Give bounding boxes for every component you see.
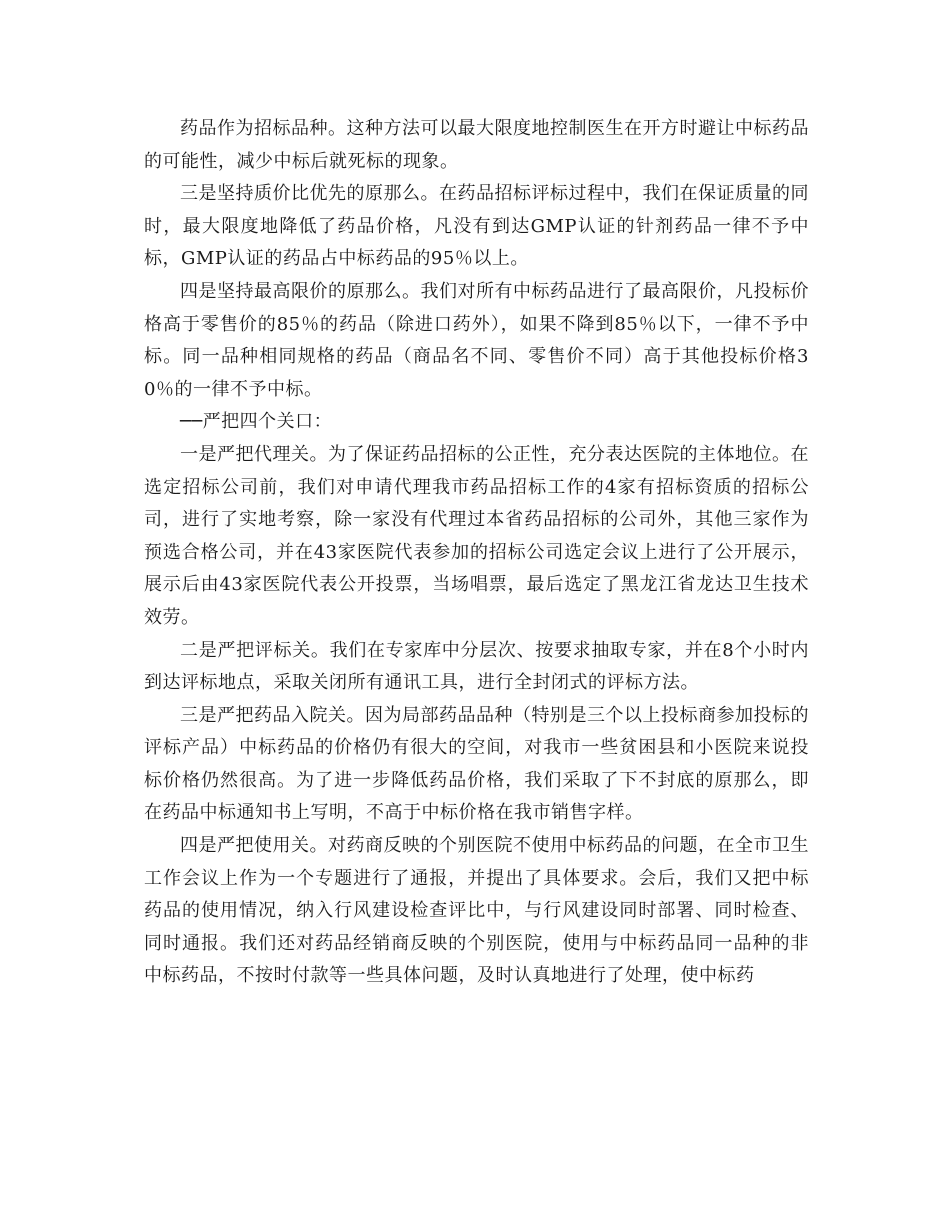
paragraph-usage-check: 四是严把使用关。对药商反映的个别医院不使用中标药品的问题，在全市卫生工作会议上作为一个专题进行了通报，并提出了具体要求。会后，我们又把中标药品的使用情况，纳入行风建设检查评比中，与行风建设同时部署、同时检查、同时通报。我们还对药品经销商反映的个别医院，使用与中标药品同一品种的非中标药品，不按时付款等一些具体问题，及时认真地进行了处理，使中标药 [144, 835, 809, 987]
paragraph-tender-varieties: 药品作为招标品种。这种方法可以最大限度地控制医生在开方时避让中标药品的可能性，减少中标后就死标的现象。 [144, 118, 809, 172]
document-body [144, 113, 809, 993]
paragraph-agency-check: 一是严把代理关。为了保证药品招标的公正性，充分表达医院的主体地位。在选定招标公司前，我们对申请代理我市药品招标工作的4家有招标资质的招标公司，进行了实地考察，除一家没有代理过本省药品招标的公司外，其他三家作为预选合格公司，并在43家医院代表参加的招标公司选定会议上进行了公开展示，展示后由43家医院代表公开投票，当场唱票，最后选定了黑龙江省龙达卫生技术效劳。 [144, 443, 809, 628]
paragraph-price-cap: 四是坚持最高限价的原那么。我们对所有中标药品进行了最高限价，凡投标价格高于零售价的85％的药品（除进口药外），如果不降到85％以下，一律不予中标。同一品种相同规格的药品（商品名不同、零售价不同）高于其他投标价格30％的一律不予中标。 [144, 280, 809, 400]
paragraph-four-checkpoints-heading: ──严把四个关口： [180, 411, 333, 433]
paragraph-evaluation-check: 二是严把评标关。我们在专家库中分层次、按要求抽取专家，并在8个小时内到达评标地点，采取关闭所有通讯工具，进行全封闭式的评标方法。 [144, 639, 809, 694]
paragraph-quality-price: 三是坚持质价比优先的原那么。在药品招标评标过程中，我们在保证质量的同时，最大限度地降低了药品价格，凡没有到达GMP认证的针剂药品一律不予中标，GMP认证的药品占中标药品的95％以上。 [144, 183, 809, 270]
paragraph-hospital-entry-check: 三是严把药品入院关。因为局部药品品种（特别是三个以上投标商参加投标的评标产品）中标药品的价格仍有很大的空间，对我市一些贫困县和小医院来说投标价格仍然很高。为了进一步降低药品价格，我们采取了下不封底的原那么，即在药品中标通知书上写明，不高于中标价格在我市销售字样。 [144, 704, 809, 824]
